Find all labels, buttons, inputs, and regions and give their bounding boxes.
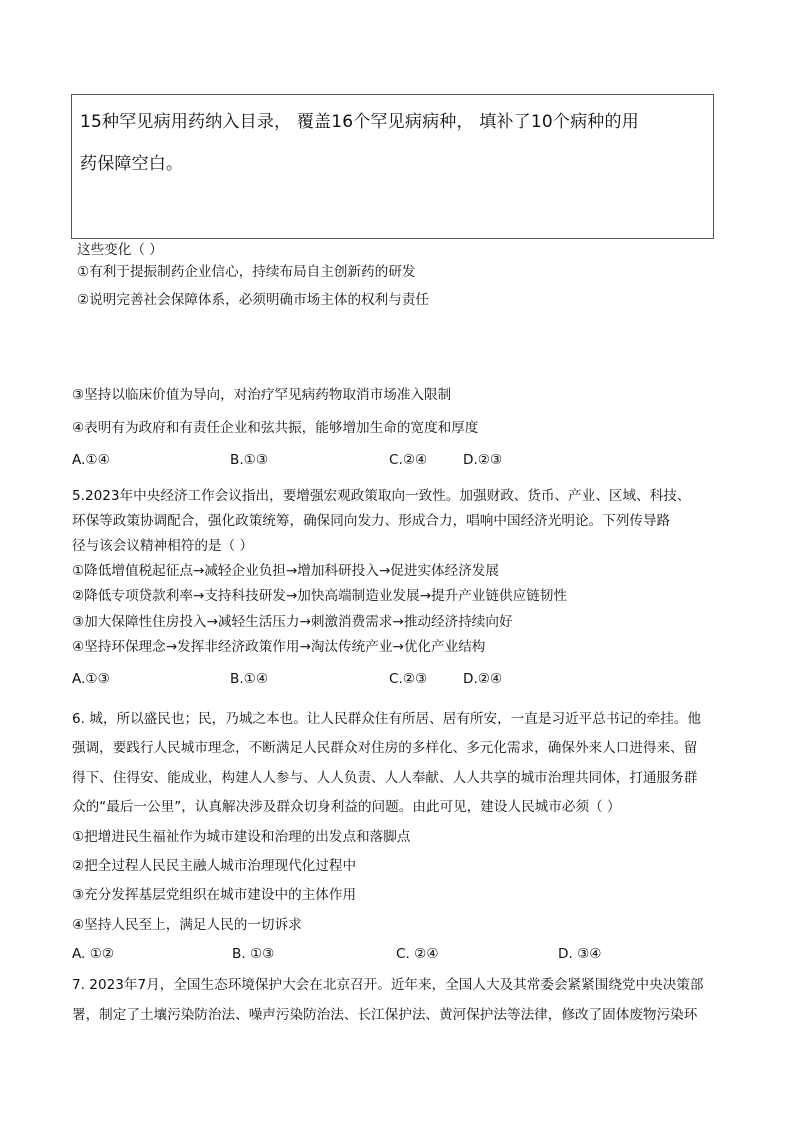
q4-option-c: C.②④	[389, 452, 428, 468]
q7-stem-line-1: 7. 2023年7月，全国生态环境保护大会在北京召开。近年来，全国人大及其常委会紧紧围绕党中央决策部	[72, 977, 704, 993]
q4-item-1: ①有利于提振制药企业信心，持续布局自主创新药的研发	[77, 264, 416, 280]
q4-option-d: D.②③	[463, 452, 503, 468]
q4-item-3: ③坚持以临床价值为导向，对治疗罕见病药物取消市场准入限制	[72, 387, 452, 403]
intro-line-2: 药保障空白。	[80, 154, 184, 174]
intro-text-box	[71, 94, 714, 239]
q4-option-b: B.①③	[230, 452, 269, 468]
q5-stem-line-2: 环保等政策协调配合，强化政策统筹，确保同向发力、形成合力，唱响中国经济光明论。下列传导路	[72, 513, 671, 529]
q6-stem-line-3: 得下、住得安、能成业，构建人人参与、人人负责、人人奉献、人人共享的城市治理共同体，打通服务群	[72, 770, 698, 786]
q6-item-3: ③充分发挥基层党组织在城市建设中的主体作用	[72, 887, 357, 903]
q5-stem-line-3: 径与该会议精神相符的是（ ）	[72, 538, 254, 554]
q4-stem: 这些变化（ ）	[77, 242, 163, 258]
q4-option-a: A.①④	[72, 452, 110, 468]
q6-stem-line-4: 众的“最后一公里”，认真解决涉及群众切身利益的问题。由此可见，建设人民城市必须（ ）	[72, 799, 621, 815]
intro-line-1: 15种罕见病用药纳入目录， 覆盖16个罕见病病种， 填补了10个病种的用	[80, 112, 639, 132]
q6-stem-line-1: 6. 城，所以盛民也；民，乃城之本也。让人民群众住有所居、居有所安，一直是习近平总书记的牵挂。他	[72, 711, 702, 727]
q6-stem-line-2: 强调，要践行人民城市理念，不断满足人民群众对住房的多样化、多元化需求，确保外来人口进得来、留	[72, 740, 698, 756]
q6-option-d: D. ③④	[558, 946, 602, 962]
q6-item-4: ④坚持人民至上，满足人民的一切诉求	[72, 917, 302, 933]
q6-option-a: A. ①②	[72, 946, 115, 962]
q5-item-1: ①降低增值税起征点→减轻企业负担→增加科研投入→促进实体经济发展	[72, 563, 499, 579]
q5-item-3: ③加大保障性住房投入→减轻生活压力→刺激消费需求→推动经济持续向好	[72, 614, 513, 630]
q5-option-c: C.②③	[389, 671, 428, 687]
q6-item-2: ②把全过程人民民主融人城市治理现代化过程中	[72, 858, 357, 874]
q5-item-4: ④坚持环保理念→发挥非经济政策作用→淘汰传统产业→优化产业结构	[72, 639, 486, 655]
q6-option-b: B. ①③	[232, 946, 275, 962]
q6-item-1: ①把增进民生福祉作为城市建设和治理的出发点和落脚点	[72, 829, 411, 845]
q6-option-c: C. ②④	[396, 946, 439, 962]
q7-stem-line-2: 署，制定了土壤污染防治法、噪声污染防治法、长江保护法、黄河保护法等法律，修改了固体废物污染环	[72, 1007, 698, 1023]
q5-option-d: D.②④	[463, 671, 503, 687]
q4-item-4: ④表明有为政府和有责任企业和弦共振，能够增加生命的宽度和厚度	[72, 420, 479, 436]
q4-item-2: ②说明完善社会保障体系，必须明确市场主体的权利与责任	[77, 292, 430, 308]
q5-item-2: ②降低专项贷款利率→支持科技研发→加快高端制造业发展→提升产业链供应链韧性	[72, 588, 567, 604]
q5-option-a: A.①③	[72, 671, 110, 687]
q5-option-b: B.①④	[230, 671, 269, 687]
q5-stem-line-1: 5.2023年中央经济工作会议指出，要增强宏观政策取向一致性。加强财政、货币、产业、区域、科技、	[72, 488, 691, 504]
